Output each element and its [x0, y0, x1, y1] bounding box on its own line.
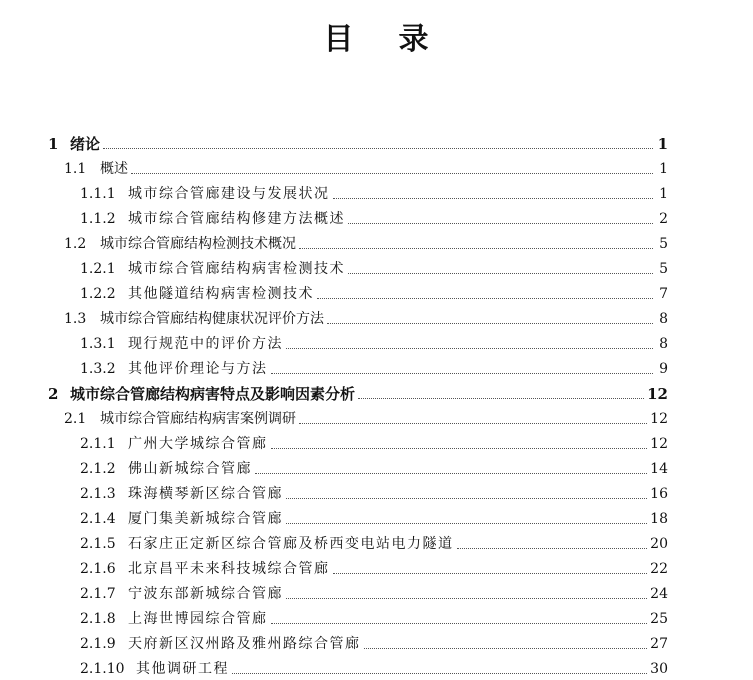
- toc-number: 2.1.8: [80, 611, 116, 627]
- toc-entry[interactable]: [80, 333, 668, 355]
- leader-dots: [131, 172, 653, 174]
- toc-title: 城市综合管廊结构病害案例调研: [100, 411, 296, 427]
- toc-title: 石家庄正定新区综合管廊及桥西变电站电力隧道: [128, 536, 454, 552]
- toc-page: 20: [650, 536, 668, 552]
- toc-page: 22: [650, 561, 668, 577]
- toc-entry[interactable]: [80, 558, 668, 580]
- toc-number: 1: [48, 135, 59, 153]
- toc-entry[interactable]: [80, 433, 668, 455]
- toc-title: 上海世博园综合管廊: [128, 611, 268, 627]
- toc-entry[interactable]: [80, 658, 668, 680]
- toc-page: 12: [650, 436, 668, 452]
- toc-page: 27: [650, 636, 668, 652]
- toc-page: 25: [650, 611, 668, 627]
- toc-entry[interactable]: [48, 133, 668, 155]
- toc-page: 1: [659, 161, 668, 177]
- toc-entry[interactable]: [64, 308, 668, 330]
- toc-entry[interactable]: [80, 633, 668, 655]
- toc-page: 18: [650, 511, 668, 527]
- title-char-1: 目: [323, 22, 355, 57]
- toc-page: 7: [659, 286, 668, 302]
- toc-entry[interactable]: [80, 533, 668, 555]
- toc-entry[interactable]: [80, 358, 668, 380]
- leader-dots: [348, 222, 653, 224]
- toc-number: 1.1.1: [80, 186, 116, 202]
- toc-number: 1.2.1: [80, 261, 116, 277]
- toc-number: 2.1.3: [80, 486, 116, 502]
- toc-entry[interactable]: [80, 608, 668, 630]
- toc-title: 其他隧道结构病害检测技术: [128, 286, 314, 302]
- leader-dots: [103, 147, 653, 149]
- toc-title: 其他评价理论与方法: [128, 361, 268, 377]
- toc-title: 广州大学城综合管廊: [128, 436, 268, 452]
- toc-title: 佛山新城综合管廊: [128, 461, 252, 477]
- toc-number: 2.1.2: [80, 461, 116, 477]
- toc-number: 1.2.2: [80, 286, 116, 302]
- leader-dots: [286, 497, 647, 499]
- leader-dots: [271, 447, 648, 449]
- toc-page: 1: [659, 186, 668, 202]
- leader-dots: [286, 347, 653, 349]
- page-title: [0, 14, 753, 58]
- toc-page: 24: [650, 586, 668, 602]
- toc-number: 2.1.5: [80, 536, 116, 552]
- leader-dots: [271, 622, 648, 624]
- toc-entry[interactable]: [64, 233, 668, 255]
- toc-entry[interactable]: [80, 183, 668, 205]
- leader-dots: [271, 372, 654, 374]
- toc-entry[interactable]: [80, 208, 668, 230]
- toc-number: 1.2: [64, 236, 87, 252]
- leader-dots: [333, 572, 648, 574]
- toc-title: 城市综合管廊结构病害检测技术: [128, 261, 345, 277]
- toc-page: 5: [659, 236, 668, 252]
- toc-number: 2: [48, 385, 59, 403]
- toc-title: 现行规范中的评价方法: [128, 336, 283, 352]
- toc-title: 城市综合管廊结构检测技术概况: [100, 236, 296, 252]
- toc-entry[interactable]: [80, 458, 668, 480]
- leader-dots: [358, 397, 644, 399]
- toc-page: 16: [650, 486, 668, 502]
- leader-dots: [299, 422, 647, 424]
- toc-title: 城市综合管廊建设与发展状况: [128, 186, 330, 202]
- toc-page: 1: [657, 135, 668, 153]
- toc-number: 1.3.2: [80, 361, 116, 377]
- toc-number: 2.1: [64, 411, 87, 427]
- toc-title: 宁波东部新城综合管廊: [128, 586, 283, 602]
- toc-title: 绪论: [70, 135, 101, 153]
- toc-page: 14: [650, 461, 668, 477]
- leader-dots: [327, 322, 653, 324]
- leader-dots: [232, 672, 647, 674]
- toc-entry[interactable]: [80, 583, 668, 605]
- leader-dots: [317, 297, 653, 299]
- toc-number: 1.1: [64, 161, 87, 177]
- toc-entry[interactable]: [80, 508, 668, 530]
- title-char-2: 录: [398, 22, 430, 57]
- toc-entry[interactable]: [64, 408, 668, 430]
- toc-page: 12: [647, 385, 668, 403]
- toc-page: 8: [659, 336, 668, 352]
- toc-page: 30: [650, 661, 668, 677]
- toc-title: 天府新区汉州路及雅州路综合管廊: [128, 636, 361, 652]
- toc-page: 12: [650, 411, 668, 427]
- leader-dots: [286, 597, 647, 599]
- toc-title: 厦门集美新城综合管廊: [128, 511, 283, 527]
- toc-page: 8: [659, 311, 668, 327]
- leader-dots: [286, 522, 647, 524]
- toc-title: 珠海横琴新区综合管廊: [128, 486, 283, 502]
- toc-number: 2.1.1: [80, 436, 116, 452]
- toc-title: 概述: [100, 161, 128, 177]
- toc-number: 2.1.9: [80, 636, 116, 652]
- toc-entry[interactable]: [64, 158, 668, 180]
- toc-number: 2.1.10: [80, 661, 125, 677]
- toc-entry[interactable]: [80, 258, 668, 280]
- leader-dots: [299, 247, 653, 249]
- leader-dots: [255, 472, 647, 474]
- toc-entry[interactable]: [48, 383, 668, 405]
- toc-number: 1.3: [64, 311, 87, 327]
- toc-title: 城市综合管廊结构修建方法概述: [128, 211, 345, 227]
- toc-page: 2: [659, 211, 668, 227]
- toc-number: 2.1.4: [80, 511, 116, 527]
- leader-dots: [364, 647, 648, 649]
- toc-number: 2.1.7: [80, 586, 116, 602]
- toc-page: 9: [659, 361, 668, 377]
- leader-dots: [457, 547, 648, 549]
- toc-page: 5: [659, 261, 668, 277]
- toc-title: 北京昌平未来科技城综合管廊: [128, 561, 330, 577]
- leader-dots: [333, 197, 654, 199]
- toc-number: 1.1.2: [80, 211, 116, 227]
- toc-title: 其他调研工程: [136, 661, 229, 677]
- toc-number: 1.3.1: [80, 336, 116, 352]
- toc-title: 城市综合管廊结构健康状况评价方法: [100, 311, 324, 327]
- toc-number: 2.1.6: [80, 561, 116, 577]
- leader-dots: [348, 272, 653, 274]
- toc-title: 城市综合管廊结构病害特点及影响因素分析: [70, 385, 356, 403]
- toc-entry[interactable]: [80, 283, 668, 305]
- toc-entry[interactable]: [80, 483, 668, 505]
